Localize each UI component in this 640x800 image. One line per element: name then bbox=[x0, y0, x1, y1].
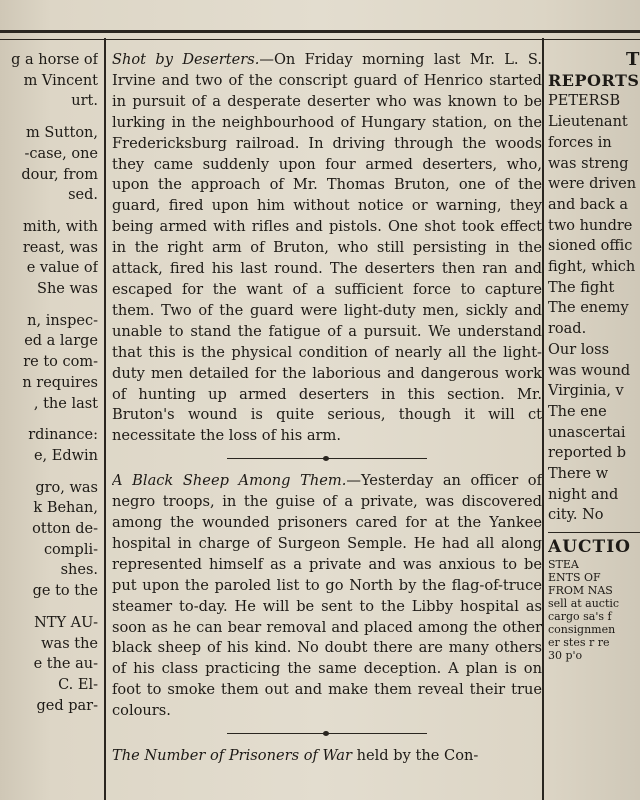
text-line: The fight bbox=[548, 279, 615, 296]
article-body: —On Friday morning last Mr. L. S. Irvine and two of the conscript guard of Henrico started in pursuit of a desperate deserter who was known to be lurking in the neighbourhood of Hungary station, on the Fredericksburg railroad. In driving through the woods they came suddenly upon four armed deserters, who, upon the approach of Mr. Thomas Bruton, one of the guard, fired upon him without notice or warning, they being armed with rifles and pistols. One shot took effect in the right arm of Bruton, who still persisting in the attack, fired his last round. The deserters then ran and escaped for the want of a sufficient force to capture them. Two of the guard were light-duty men, sickly and unable to stand the fatigue of a pursuit. We understand that this is the physical condition of nearly all the light-duty men detailed for the laborious and dangerous work of hunting up armed deserters in this section. Mr. Bruton's wound is quite serious, though it will ct necessitate the loss of his arm. bbox=[112, 51, 542, 445]
text-line: Lieutenant bbox=[548, 114, 628, 131]
text-line: k Behan, bbox=[33, 500, 98, 517]
text-line: sed. bbox=[68, 187, 98, 204]
text-line: gro, was bbox=[35, 479, 98, 496]
text-line: cargo sa's f bbox=[548, 609, 612, 623]
text-line: Our loss bbox=[548, 341, 610, 358]
text-line: STEA bbox=[548, 557, 579, 571]
right-header-t: T bbox=[626, 50, 640, 70]
text-line: forces in bbox=[548, 134, 612, 151]
text-line: city. No bbox=[548, 507, 604, 524]
text-line: was streng bbox=[548, 155, 629, 172]
text-line: ENTS OF bbox=[548, 570, 601, 584]
text-line: consignmen bbox=[548, 622, 616, 636]
text-line: was the bbox=[41, 635, 98, 652]
auction-ad-lines bbox=[548, 558, 640, 662]
text-line: n requires bbox=[22, 374, 98, 391]
text-line: unascertai bbox=[548, 424, 626, 441]
article-shot-by-deserters bbox=[112, 50, 542, 447]
text-line: two hundre bbox=[548, 217, 633, 234]
article-body: held by the Con- bbox=[351, 747, 479, 765]
text-line: urt. bbox=[71, 93, 98, 110]
text-line: road. bbox=[548, 321, 587, 338]
article-black-sheep bbox=[112, 471, 542, 722]
text-line: g a horse of bbox=[11, 52, 98, 68]
article-divider bbox=[227, 458, 427, 459]
text-line: er stes r re bbox=[548, 635, 610, 649]
text-line: re to com- bbox=[23, 354, 98, 371]
text-line: C. El- bbox=[58, 676, 98, 693]
article-body: —Yesterday an officer of negro troops, in the guise of a private, was discovered among the wounded prisoners cared for at the Yankee hospital in charge of Surgeon Semple. He had all along represented himself as a private and was anxious to be put upon the paroled list to go North by the flag-of-truce steamer to-day. He will be sent to the Libby hospital as soon as he can bear removal and placed among the other black sheep of his kind. No doubt there are many others of his class practicing the same deception. A plan is on foot to smoke them out and make them reveal their true colours. bbox=[112, 472, 542, 720]
text-line: e the au- bbox=[33, 656, 98, 673]
text-line: NTY AU- bbox=[34, 614, 98, 631]
article-divider bbox=[227, 733, 427, 734]
text-line: compli- bbox=[43, 541, 98, 558]
text-line: ged par- bbox=[36, 697, 98, 714]
line-gap bbox=[0, 414, 98, 425]
text-line: sioned offic bbox=[548, 238, 633, 255]
right-header: REPORTS bbox=[548, 70, 640, 90]
text-line: reported b bbox=[548, 445, 627, 462]
text-line: Virginia, v bbox=[548, 383, 624, 400]
text-line: sell at auctic bbox=[548, 596, 620, 610]
text-line: otton de- bbox=[32, 521, 98, 538]
text-line: She was bbox=[37, 281, 98, 298]
auction-ad bbox=[548, 532, 640, 662]
text-line: and back a bbox=[548, 196, 628, 213]
text-line: There w bbox=[548, 466, 609, 483]
line-gap bbox=[0, 206, 98, 217]
text-line: shes. bbox=[60, 562, 98, 579]
line-gap bbox=[0, 112, 98, 123]
text-line: m Sutton, bbox=[26, 125, 98, 142]
column-rule-left bbox=[104, 38, 106, 800]
main-column bbox=[112, 50, 542, 767]
right-column bbox=[548, 50, 640, 662]
text-line: 30 p'o bbox=[548, 648, 583, 662]
text-line: The enemy bbox=[548, 300, 629, 317]
top-rule bbox=[0, 30, 640, 40]
text-line: n, inspec- bbox=[27, 312, 98, 329]
text-line: dour, from bbox=[21, 166, 98, 183]
text-line: reast, was bbox=[22, 239, 98, 256]
line-gap bbox=[0, 602, 98, 613]
text-line: e, Edwin bbox=[33, 447, 98, 464]
text-line: m Vincent bbox=[23, 72, 98, 89]
text-line: rdinance: bbox=[28, 427, 98, 444]
line-gap bbox=[0, 467, 98, 478]
column-rule-right bbox=[542, 38, 544, 800]
line-gap bbox=[0, 300, 98, 311]
article-prisoners-of-war bbox=[112, 746, 542, 767]
article-headline: A Black Sheep Among Them. bbox=[112, 472, 347, 490]
text-line: was wound bbox=[548, 362, 631, 379]
text-line: ed a large bbox=[24, 333, 98, 350]
text-line: e value of bbox=[26, 260, 98, 277]
text-line: were driven bbox=[548, 176, 637, 193]
left-column bbox=[0, 50, 98, 716]
text-line: FROM NAS bbox=[548, 583, 613, 597]
article-headline: The Number of Prisoners of War bbox=[112, 747, 352, 765]
text-line: -case, one bbox=[24, 145, 98, 162]
article-headline: Shot by Deserters. bbox=[112, 51, 260, 68]
text-line: PETERSB bbox=[548, 93, 621, 110]
text-line: night and bbox=[548, 486, 619, 503]
text-line: ge to the bbox=[32, 583, 98, 600]
right-column-lines bbox=[548, 91, 640, 526]
text-line: mith, with bbox=[23, 218, 98, 235]
auction-ad-title: AUCTIO bbox=[548, 537, 631, 558]
text-line: , the last bbox=[33, 395, 98, 412]
text-line: The ene bbox=[548, 403, 607, 420]
text-line: fight, which bbox=[548, 259, 636, 276]
